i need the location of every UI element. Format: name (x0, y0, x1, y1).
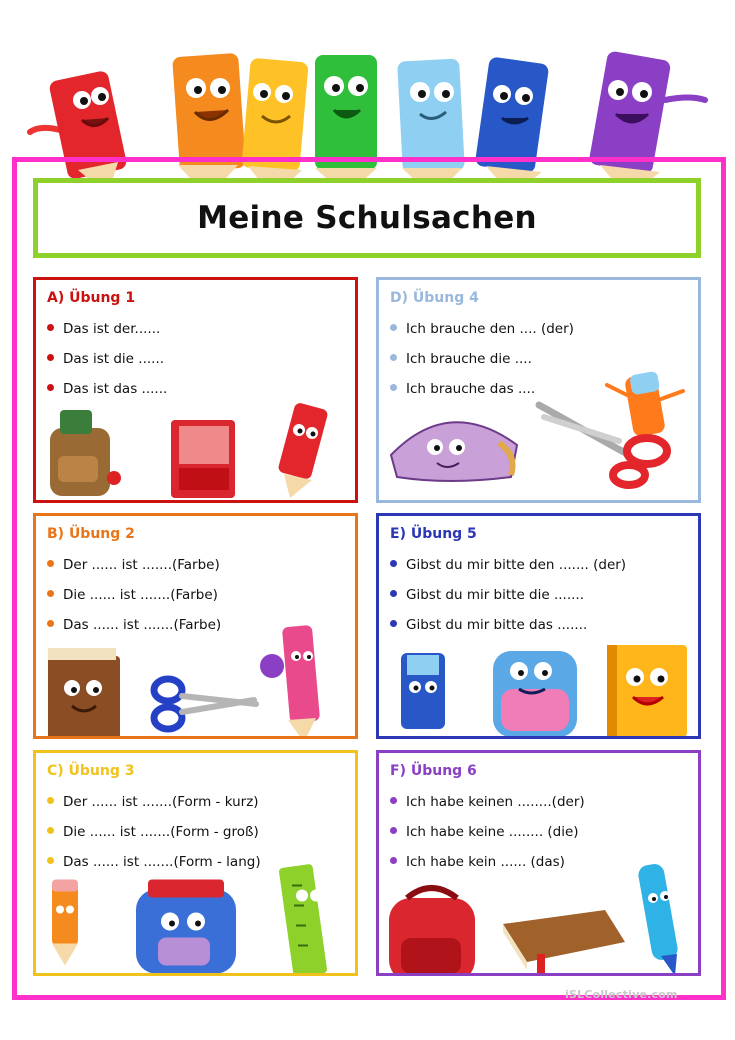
list-item (47, 586, 221, 616)
list-item (47, 793, 261, 823)
list-item-text: Ich brauche die .... (406, 351, 532, 367)
list-item-text: Ich habe keine ........ (die) (406, 824, 579, 840)
backpack-icon (389, 888, 475, 973)
schoolbag-character-icon (136, 880, 236, 974)
illustrations-c (36, 858, 355, 973)
illustrations-d (379, 370, 698, 500)
illustrations-a (36, 400, 355, 500)
pencil-character-icon (52, 880, 78, 966)
book-icon (503, 910, 625, 973)
list-item-text: Gibst du mir bitte die ....... (406, 587, 585, 603)
eraser-character-icon (607, 371, 683, 438)
list-item (390, 793, 585, 823)
book-icon (171, 420, 235, 498)
pen-character-icon (637, 862, 679, 973)
exercise-box-d (376, 277, 701, 503)
pencil-character-icon (260, 625, 320, 736)
page-title: Meine Schulsachen (197, 200, 537, 236)
exercise-box-b (33, 513, 358, 739)
list-item (390, 586, 626, 616)
list-item (47, 320, 167, 350)
list-item (47, 823, 261, 853)
backpack-icon (50, 410, 121, 496)
exercise-heading-a: A) Übung 1 (47, 290, 136, 306)
exercise-heading-f: F) Übung 6 (390, 763, 477, 779)
list-item-text: Der ...... ist .......(Form - kurz) (63, 794, 259, 810)
schoolbag-character-icon (493, 651, 577, 736)
exercise-heading-e: E) Übung 5 (390, 526, 477, 542)
list-item (47, 556, 221, 586)
pencil-case-character-icon (391, 422, 517, 481)
list-item-text: Das ist der...... (63, 321, 161, 337)
illustrations-e (379, 626, 698, 736)
exercise-box-a (33, 277, 358, 503)
list-item-text: Gibst du mir bitte den ....... (der) (406, 557, 627, 573)
exercise-box-c (33, 750, 358, 976)
book-character-icon (607, 645, 687, 736)
illustrations-f (379, 843, 698, 973)
list-item-text: Ich brauche das .... (406, 381, 536, 397)
book-character-icon (48, 648, 120, 736)
watermark: iSLCollective.com (565, 988, 678, 1001)
illustrations-b (36, 616, 355, 736)
list-item (390, 556, 626, 586)
list-item-text: Das ist das ...... (63, 381, 168, 397)
list-item-text: Das ...... ist .......(Farbe) (63, 617, 222, 633)
list-item-text: Ich habe kein ...... (das) (406, 854, 565, 870)
list-item-text: Die ...... ist .......(Farbe) (63, 587, 218, 603)
title-box (33, 178, 701, 258)
exercise-box-e (376, 513, 701, 739)
ruler-character-icon (279, 864, 328, 973)
list-item-text: Der ...... ist .......(Farbe) (63, 557, 220, 573)
exercise-heading-c: C) Übung 3 (47, 763, 135, 779)
pencil-character-icon (277, 402, 328, 498)
exercise-heading-d: D) Übung 4 (390, 290, 479, 306)
list-item-text: Die ...... ist .......(Form - groß) (63, 824, 259, 840)
list-item (47, 350, 167, 380)
list-item-text: Ich brauche den .... (der) (406, 321, 574, 337)
exercise-box-f (376, 750, 701, 976)
list-item-text: Ich habe keinen ........(der) (406, 794, 585, 810)
scissors-icon (154, 679, 256, 729)
list-item-text: Das ist die ...... (63, 351, 165, 367)
exercise-heading-b: B) Übung 2 (47, 526, 135, 542)
list-item (390, 320, 574, 350)
sharpener-character-icon (401, 653, 445, 729)
list-item-text: Das ...... ist .......(Form - lang) (63, 854, 261, 870)
exercise-list-a (47, 320, 167, 410)
list-item-text: Gibst du mir bitte das ....... (406, 617, 588, 633)
